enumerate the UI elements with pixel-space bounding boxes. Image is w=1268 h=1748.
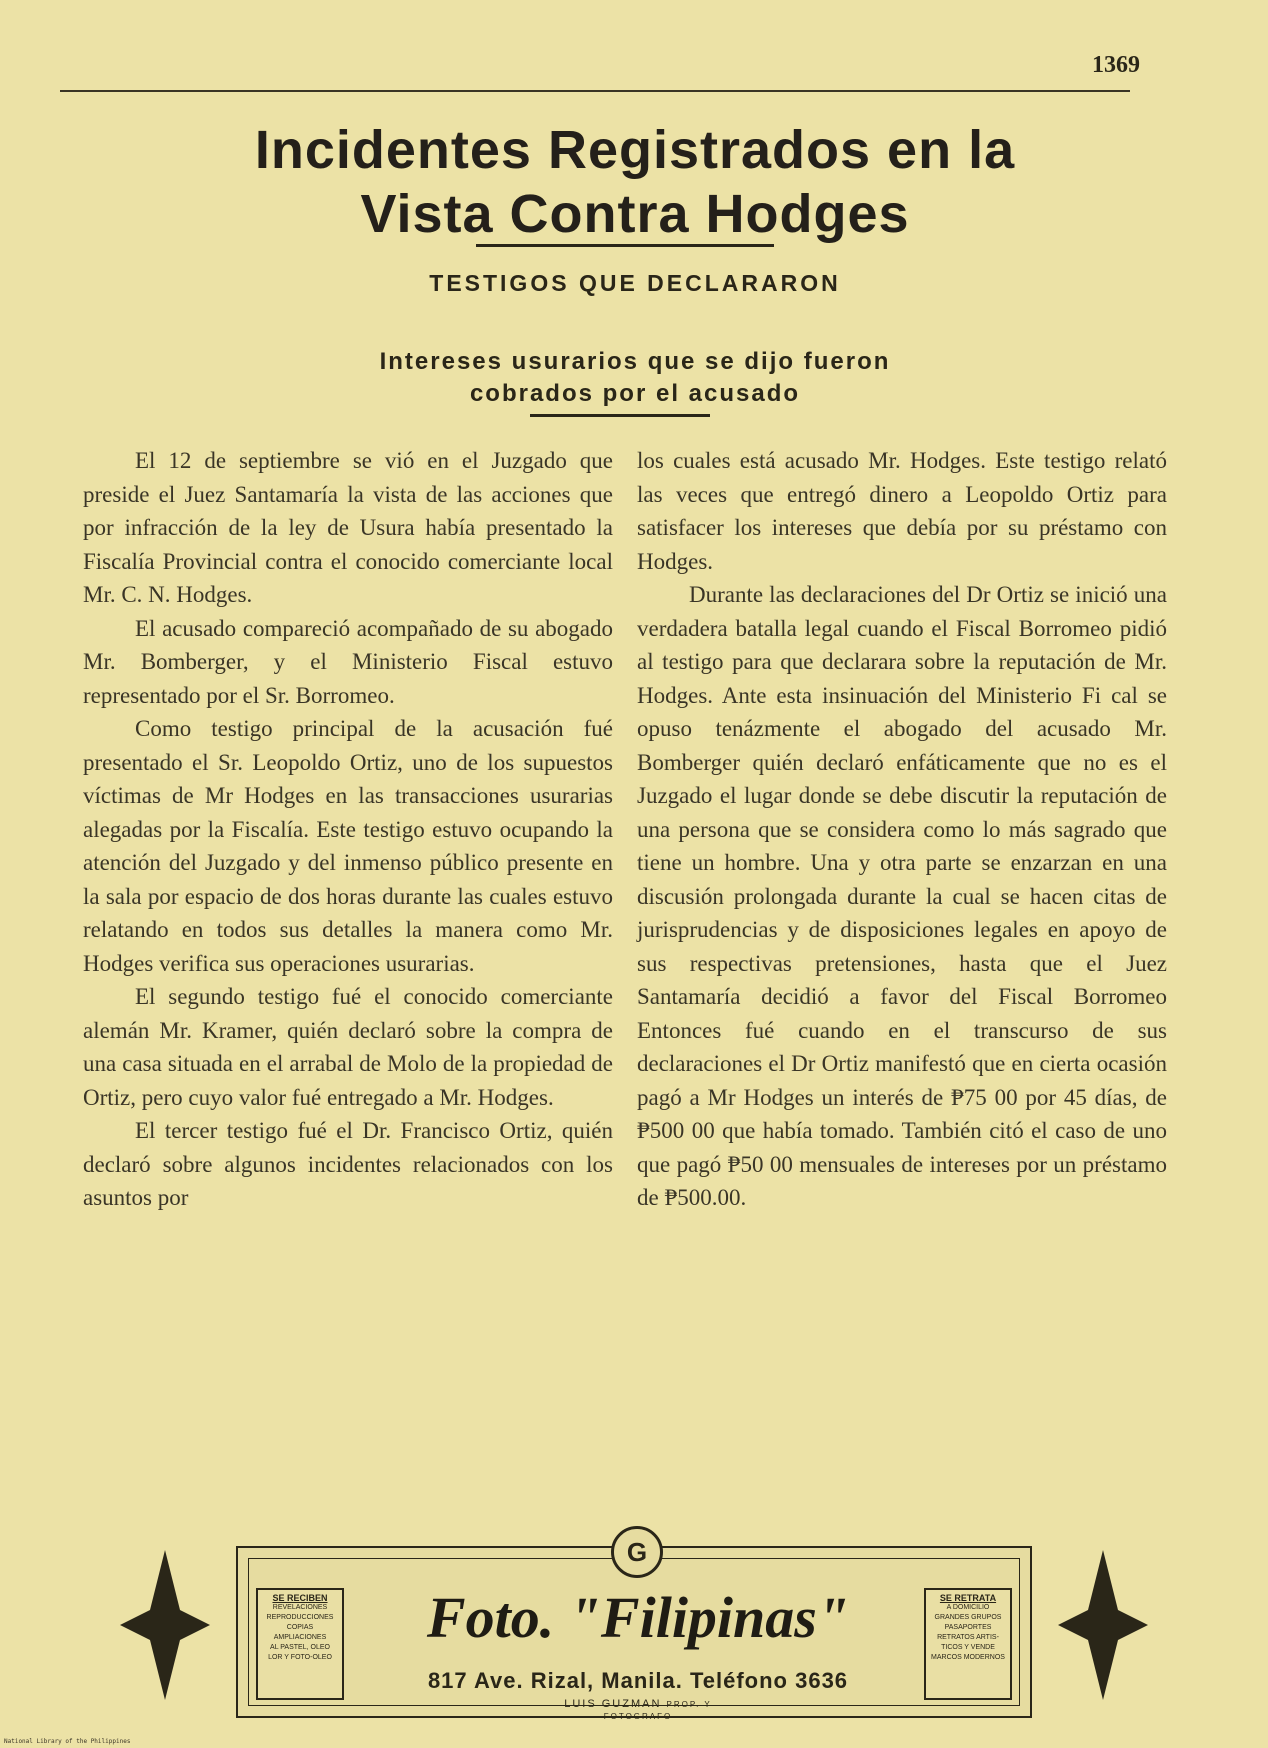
ad-proprietor-label: PROP. Y FOTOGRAFO [603,1700,712,1721]
ad-portrait-item: MARCOS MODERNOS [931,1654,1005,1661]
ad-portrait-box [924,1588,1012,1700]
footer-credit: National Library of the Philippines [4,1738,131,1745]
ad-service-item: REPRODUCCIONES [266,1614,334,1621]
headline-line-1: Incidentes Registrados en la [254,120,1016,180]
ad-portrait-item: TICOS Y VENDE [941,1644,995,1651]
advertisement [236,1537,1032,1721]
paragraph: El tercer testigo fué el Dr. Francisco Ortiz, quién declaró sobre algunos incidentes relacionados con los asuntos por [83,1118,613,1210]
right-column [637,444,1167,1215]
ad-address: 817 Ave. Rizal, Manila. Teléfono 3636 [427,1668,849,1693]
deck [200,346,1070,410]
headline [100,118,1170,246]
deck-line-2: cobrados por el acusado [469,380,801,407]
ad-services-heading: SE RECIBEN [272,1593,328,1603]
camera-emblem-icon: G [611,1526,663,1578]
paragraph: Como testigo principal de la acusación fué presentado el Sr. Leopoldo Ortiz, uno de los supuestos víctimas de Mr Hodges en las transacciones usurarias alegadas por la Fiscalía. Este testigo estuvo ocupando la atención del Juzgado y del inmenso público presente en la sala por espacio de dos horas durante las cuales estuvo relatando en todos sus detalles la manera como Mr. Hodges verifica sus operaciones usurarias. [83,716,613,976]
ad-services-box [256,1588,344,1700]
ad-portrait-item: RETRATOS ARTIS- [937,1634,999,1641]
paragraph: El acusado compareció acompañado de su abogado Mr. Bomberger, y el Ministerio Fiscal estuvo representado por el Sr. Borromeo. [83,615,613,708]
ad-portrait-item: A DOMICILIO [946,1604,990,1611]
right-corner-ornament [1058,1550,1148,1700]
left-column [83,444,613,1215]
headline-divider [476,244,774,247]
ad-portrait-heading: SE RETRATA [939,1593,997,1603]
ad-service-item: LOR Y FOTO-OLEO [268,1654,332,1661]
ad-portrait-item: GRANDES GRUPOS [934,1614,1002,1621]
ad-proprietor [538,1698,738,1722]
paragraph: Durante las declaraciones del Dr Ortiz se inició una verdadera batalla legal cuando el Fiscal Borromeo pidió al testigo para que declarara sobre la reputación de Mr. Hodges. Ante esta insinuación del Ministerio Fi cal se opuso tenázmente el abogado del acusado Mr. Bomberger quién declaró enfáticamente que no es el Juzgado el lugar donde se debe discutir la reputación de una persona que se considera como lo más sagrado que tiene un hombre. Una y otra parte se enzarzan en una discusión prolongada durante la cual se hacen citas de jurisprudencias y de disposiciones legales en apoyo de sus respectivas pretensiones, hasta que el Juez Santamaría decidió a favor del Fiscal Borromeo Entonces fué cuando en el transcurso de sus declaraciones el Dr Ortiz manifestó que en cierta ocasión pagó a Mr Hodges un interés de ₱75 00 por 45 días, de ₱500 00 que había tomado. También citó el caso de uno que pagó ₱50 00 mensuales de intereses por un préstamo de ₱500.00. [637,582,1167,1210]
ad-service-item: COPIAS [286,1624,314,1631]
paragraph-continuation: los cuales está acusado Mr. Hodges. Este testigo relató las veces que entregó dinero a Leopoldo Ortiz para satisfacer los intereses que debía por su préstamo con Hodges. [637,448,1167,574]
subhead: TESTIGOS QUE DECLARARON [429,270,841,296]
left-corner-ornament [120,1550,210,1700]
headline-line-2: Vista Contra Hodges [360,184,910,244]
ad-service-item: AMPLIACIONES [273,1634,327,1641]
ad-proprietor-name: LUIS GUZMAN [564,1698,662,1710]
ad-portrait-item: PASAPORTES [944,1624,992,1631]
ad-service-item: REVELACIONES [272,1604,328,1611]
paragraph: El 12 de septiembre se vió en el Juzgado que preside el Juez Santamaría la vista de las acciones que por infracción de la ley de Usura había presentado la Fiscalía Provincial contra el conocido comerciante local Mr. C. N. Hodges. [83,448,613,607]
page-number: 1369 [1092,52,1140,78]
paragraph: El segundo testigo fué el conocido comerciante alemán Mr. Kramer, quién declaró sobre la compra de una casa situada en el arrabal de Molo de la propiedad de Ortiz, pero cuyo valor fué entregado a Mr. Hodges. [83,984,613,1110]
deck-divider [530,414,710,417]
top-rule [60,90,1130,92]
deck-line-1: Intereses usurarios que se dijo fueron [379,348,891,375]
ad-service-item: AL PASTEL, OLEO [270,1644,330,1651]
ad-brand: Foto. "Filipinas" [426,1585,850,1650]
